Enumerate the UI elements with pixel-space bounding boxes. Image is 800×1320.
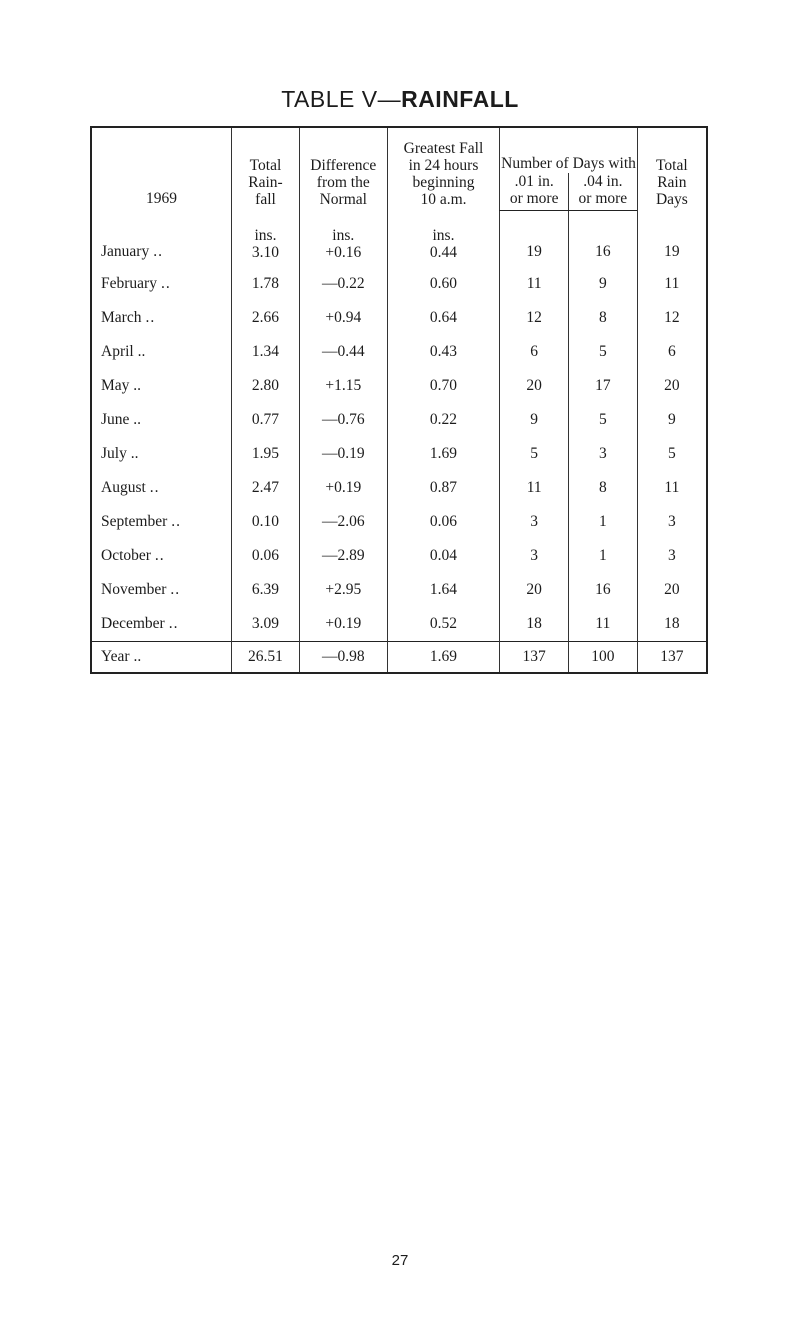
unit-label: ins. (332, 227, 355, 244)
greatest-cell: 0.64 (387, 301, 500, 335)
year-greatest: 1.69 (387, 642, 500, 674)
greatest-cell: 0.22 (387, 403, 500, 437)
total-days-cell: 20 (637, 573, 707, 607)
table-row (91, 573, 707, 607)
greatest-cell: 0.43 (387, 335, 500, 369)
page-title (0, 86, 800, 113)
diff-cell: —0.44 (299, 335, 387, 369)
header-number-of-days: Number of Days with (500, 127, 637, 173)
month-cell: May .. (101, 377, 142, 394)
days-04-cell: 17 (569, 369, 638, 403)
diff-cell: —0.22 (299, 267, 387, 301)
month-cell: February .. (101, 275, 171, 292)
days-04-cell: 1 (569, 539, 638, 573)
greatest-cell: 0.70 (387, 369, 500, 403)
days-01-cell: 11 (500, 267, 569, 301)
greatest-cell: 0.52 (387, 607, 500, 642)
days-01-cell: 20 (500, 573, 569, 607)
total-days-cell: 12 (637, 301, 707, 335)
header-total-rainfall: Total Rain- fall (232, 127, 300, 211)
diff-cell: —0.19 (299, 437, 387, 471)
rain-cell: 2.66 (232, 301, 300, 335)
diff-cell: —2.89 (299, 539, 387, 573)
greatest-cell: 1.64 (387, 573, 500, 607)
year-total-days: 137 (637, 642, 707, 674)
month-cell: August .. (101, 479, 160, 496)
greatest-cell: 0.06 (387, 505, 500, 539)
days-01-cell: 3 (500, 539, 569, 573)
table-row (91, 369, 707, 403)
header-greatest-fall: Greatest Fall in 24 hours beginning 10 a.m. (387, 127, 500, 211)
diff-cell: —0.76 (299, 403, 387, 437)
title-main: RAINFALL (401, 86, 519, 112)
total-days-cell: 5 (637, 437, 707, 471)
rain-cell: 3.09 (232, 607, 300, 642)
table-body (91, 211, 707, 642)
days-01-cell: 5 (500, 437, 569, 471)
days-04-cell: 8 (569, 301, 638, 335)
table-row (91, 607, 707, 642)
table-row (91, 505, 707, 539)
month-cell: March .. (101, 309, 156, 326)
month-cell: July .. (101, 445, 139, 462)
year-label: Year .. (91, 642, 232, 674)
days-01-cell: 18 (500, 607, 569, 642)
table-header (91, 127, 707, 211)
year-days-04: 100 (569, 642, 638, 674)
year-total-row (91, 642, 707, 674)
month-cell: September .. (101, 513, 182, 530)
days-01-cell: 6 (500, 335, 569, 369)
days-01-cell: 19 (500, 211, 569, 268)
header-total-rain-days: Total Rain Days (637, 127, 707, 211)
rain-cell: 0.06 (232, 539, 300, 573)
year-diff: —0.98 (299, 642, 387, 674)
rain-cell: 6.39 (232, 573, 300, 607)
rain-cell: 0.77 (232, 403, 300, 437)
month-cell: December .. (101, 615, 179, 632)
month-cell: April .. (101, 343, 146, 360)
greatest-cell: 1.69 (387, 437, 500, 471)
unit-label: ins. (432, 227, 455, 244)
title-prefix: TABLE V— (281, 86, 402, 112)
diff-cell: +0.19 (299, 607, 387, 642)
month-cell: June .. (101, 411, 142, 428)
table-row (91, 267, 707, 301)
year-days-01: 137 (500, 642, 569, 674)
table-row (91, 471, 707, 505)
table-row (91, 211, 707, 268)
total-days-cell: 19 (637, 211, 707, 268)
diff-cell: +0.94 (299, 301, 387, 335)
table-row (91, 539, 707, 573)
total-days-cell: 20 (637, 369, 707, 403)
diff-cell: +0.19 (299, 471, 387, 505)
days-01-cell: 3 (500, 505, 569, 539)
total-days-cell: 9 (637, 403, 707, 437)
diff-cell: +2.95 (299, 573, 387, 607)
total-days-cell: 3 (637, 539, 707, 573)
header-days-04: .04 in. or more (569, 173, 638, 211)
rain-cell: ins. 3.10 (232, 211, 300, 268)
days-01-cell: 9 (500, 403, 569, 437)
days-01-cell: 12 (500, 301, 569, 335)
days-04-cell: 5 (569, 335, 638, 369)
rain-cell: 1.34 (232, 335, 300, 369)
header-difference: Difference from the Normal (299, 127, 387, 211)
diff-cell: ins. +0.16 (299, 211, 387, 268)
total-days-cell: 3 (637, 505, 707, 539)
days-04-cell: 8 (569, 471, 638, 505)
table-row (91, 403, 707, 437)
rain-cell: 2.80 (232, 369, 300, 403)
total-days-cell: 18 (637, 607, 707, 642)
days-04-cell: 11 (569, 607, 638, 642)
days-01-cell: 11 (500, 471, 569, 505)
month-cell: October .. (101, 547, 165, 564)
days-01-cell: 20 (500, 369, 569, 403)
days-04-cell: 9 (569, 267, 638, 301)
header-year: 1969 (146, 189, 178, 207)
diff-cell: +1.15 (299, 369, 387, 403)
days-04-cell: 16 (569, 573, 638, 607)
days-04-cell: 3 (569, 437, 638, 471)
greatest-cell: 0.60 (387, 267, 500, 301)
unit-label: ins. (254, 227, 277, 244)
rain-cell: 1.95 (232, 437, 300, 471)
rain-cell: 2.47 (232, 471, 300, 505)
month-cell: January .. (101, 243, 163, 260)
total-days-cell: 6 (637, 335, 707, 369)
table-row (91, 437, 707, 471)
greatest-cell: 0.04 (387, 539, 500, 573)
rainfall-table (90, 126, 708, 674)
total-days-cell: 11 (637, 471, 707, 505)
days-04-cell: 5 (569, 403, 638, 437)
greatest-cell: 0.87 (387, 471, 500, 505)
year-rain: 26.51 (232, 642, 300, 674)
total-days-cell: 11 (637, 267, 707, 301)
month-cell: November .. (101, 581, 181, 598)
table-row (91, 301, 707, 335)
table-footer (91, 642, 707, 674)
page-number: 27 (391, 1252, 409, 1269)
days-04-cell: 16 (569, 211, 638, 268)
table-row (91, 335, 707, 369)
diff-cell: —2.06 (299, 505, 387, 539)
rain-cell: 1.78 (232, 267, 300, 301)
greatest-cell: ins. 0.44 (387, 211, 500, 268)
rain-cell: 0.10 (232, 505, 300, 539)
days-04-cell: 1 (569, 505, 638, 539)
header-days-01: .01 in. or more (500, 173, 569, 211)
